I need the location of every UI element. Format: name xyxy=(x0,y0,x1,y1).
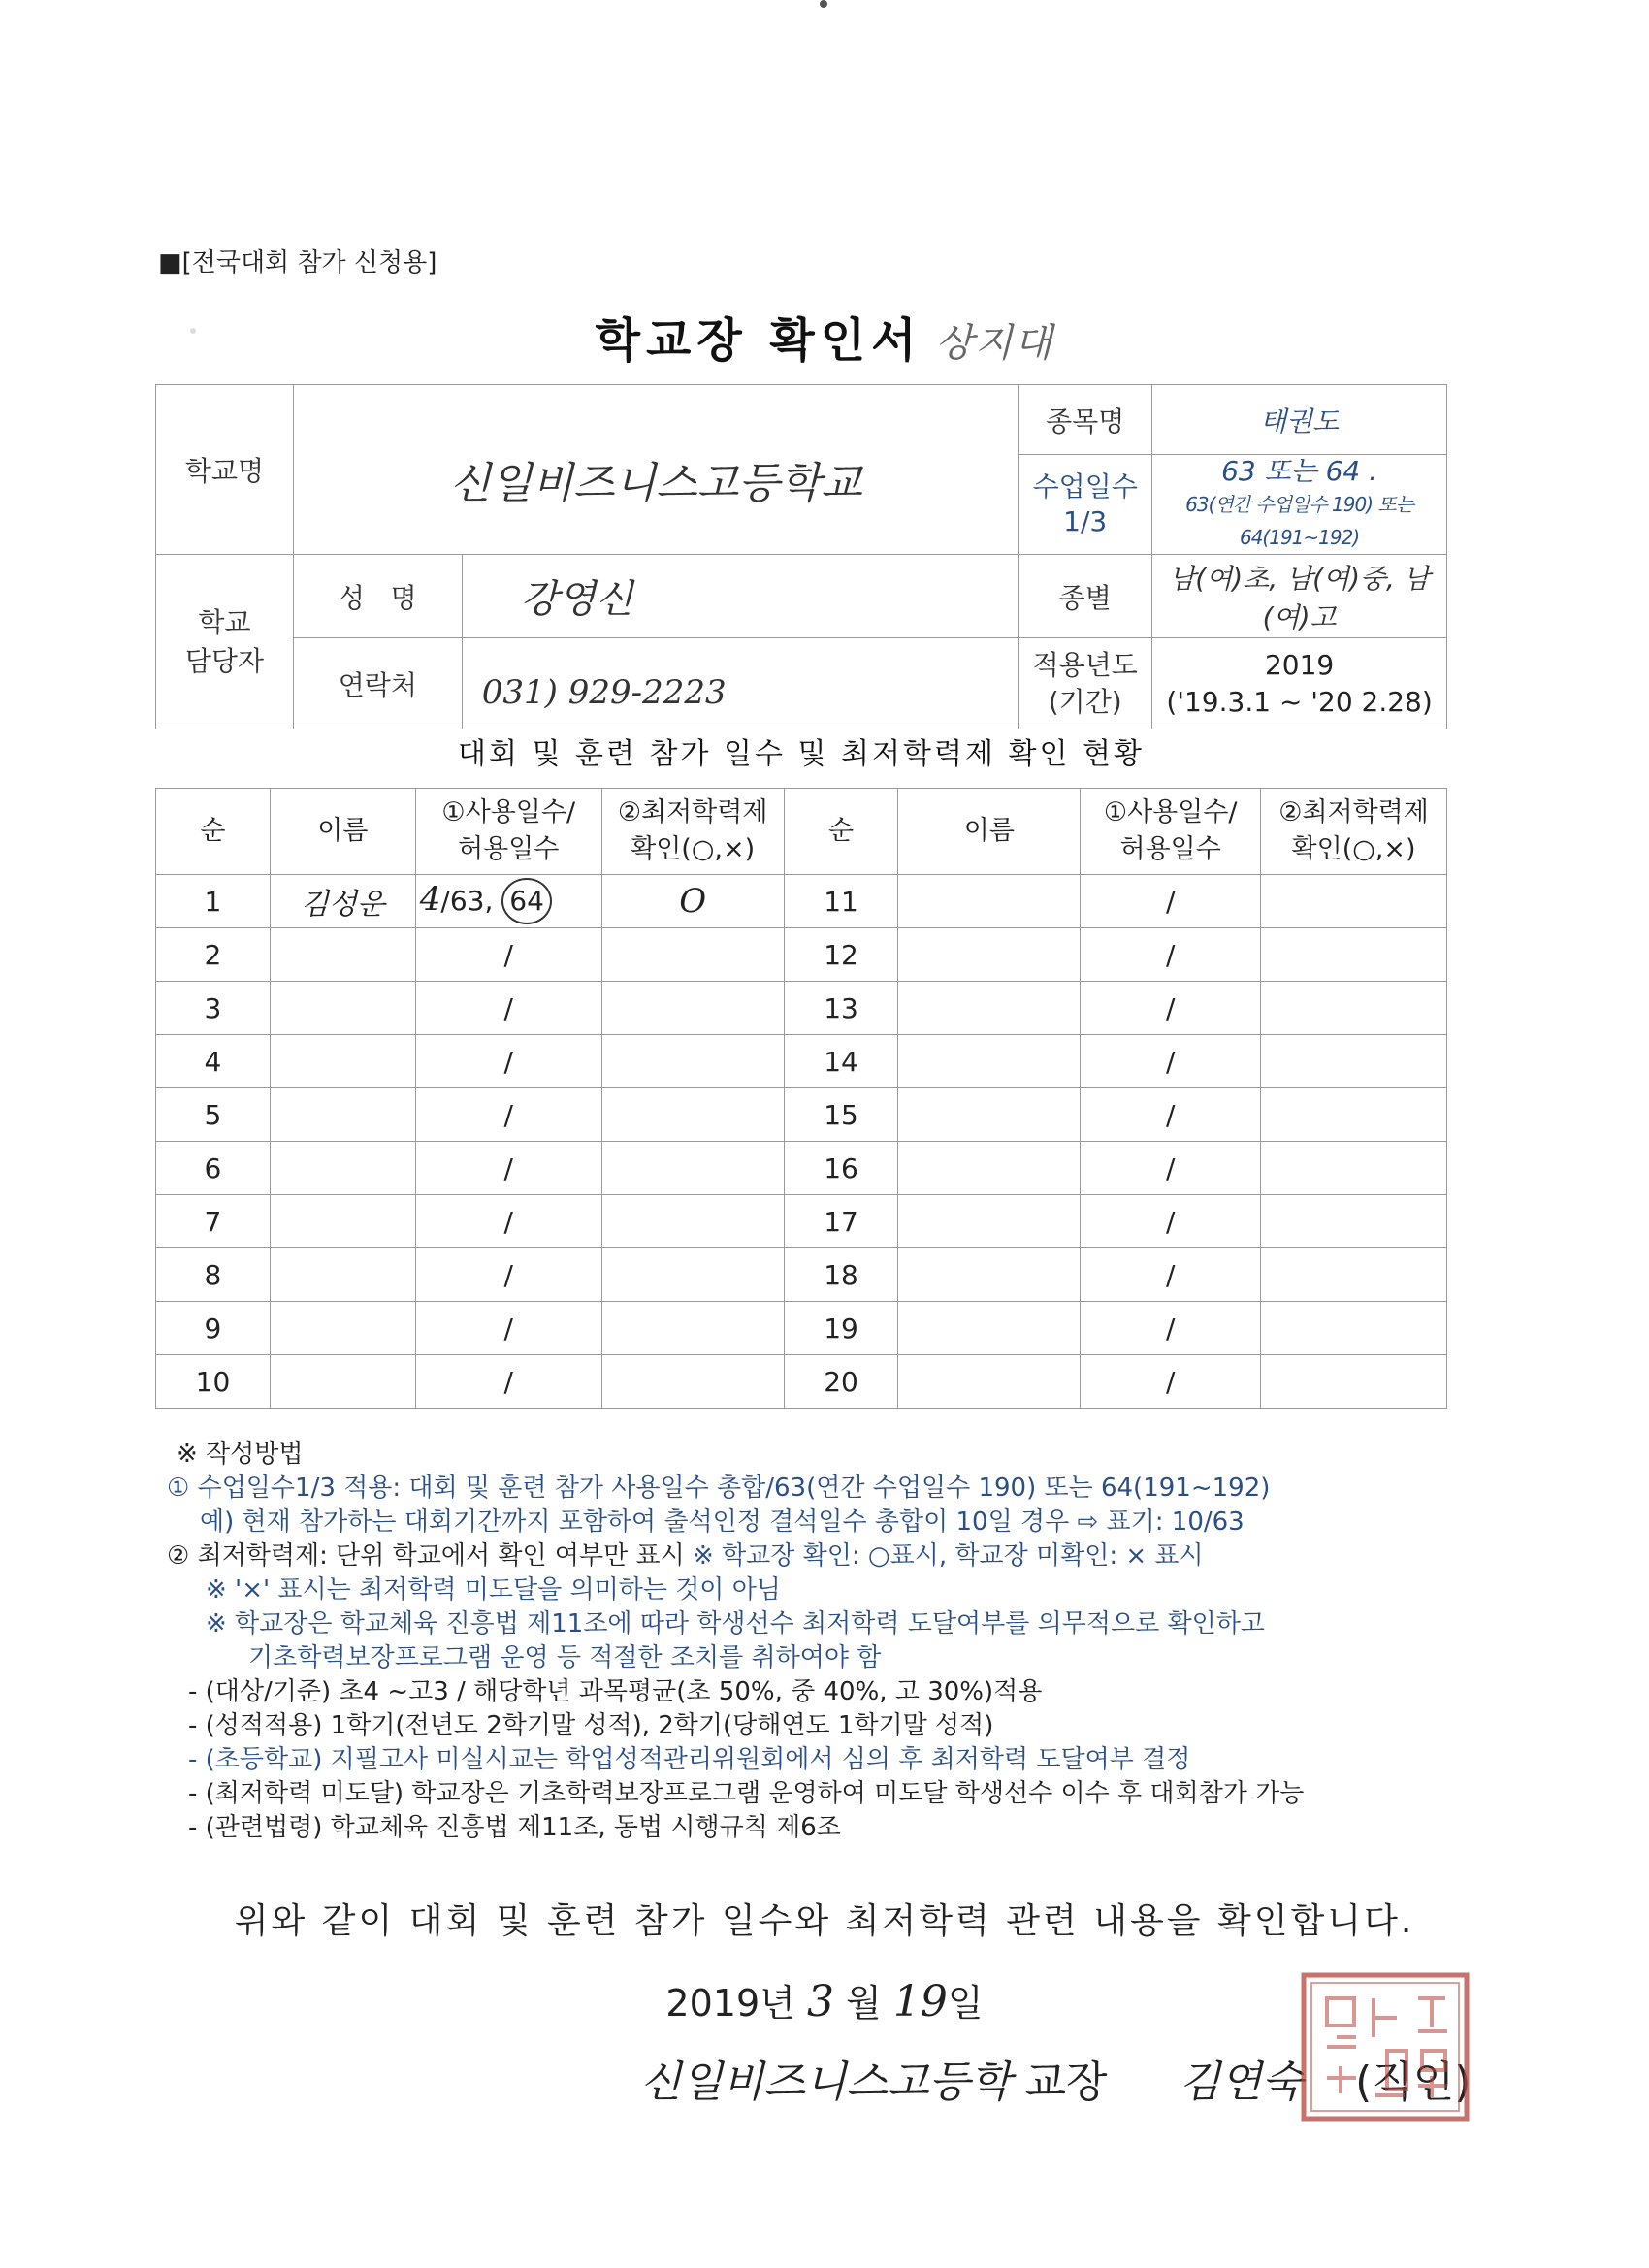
row-name xyxy=(270,1248,415,1302)
contact-value: 031) 929-2223 xyxy=(462,638,1018,729)
signature-school: 신일비즈니스고등학 xyxy=(640,2057,1012,2107)
col-check-right xyxy=(1261,789,1447,875)
row-no-right: 13 xyxy=(784,982,898,1035)
year-value xyxy=(1152,638,1447,729)
row-check-right xyxy=(1261,1035,1447,1088)
row-no-right: 15 xyxy=(784,1088,898,1142)
row-days-right: / xyxy=(1081,982,1261,1035)
row-days-used: 4 xyxy=(419,880,441,919)
row-name xyxy=(270,928,415,982)
table-row xyxy=(156,1302,1447,1355)
instructions xyxy=(167,1438,1304,1845)
period: ('19.3.1 ~ '20 2.28) xyxy=(1166,685,1433,718)
table-row xyxy=(156,1248,1447,1302)
gender-label: 종별 xyxy=(1018,555,1152,638)
row-no: 8 xyxy=(156,1248,271,1302)
row-days-right: / xyxy=(1081,928,1261,982)
form-tag: ■[전국대회 참가 신청용] xyxy=(158,248,437,277)
row-days-right: / xyxy=(1081,1088,1261,1142)
table-row xyxy=(156,1142,1447,1195)
row-check: O xyxy=(601,875,784,928)
class-days-label-line2: 1/3 xyxy=(1063,505,1108,537)
date-year: 2019년 xyxy=(665,1982,795,2025)
row-days-right: / xyxy=(1081,1035,1261,1088)
row-no: 5 xyxy=(156,1088,271,1142)
staff-name-label: 성 명 xyxy=(293,555,462,638)
row-no: 1 xyxy=(156,875,271,928)
row-check-right xyxy=(1261,1355,1447,1409)
row-no: 4 xyxy=(156,1035,271,1088)
row-days: / xyxy=(415,928,601,982)
row-name-right xyxy=(898,1355,1081,1409)
note-2a: ② 최저학력제: 단위 학교에서 확인 여부만 표시 xyxy=(167,1541,685,1571)
row-days: / xyxy=(415,1142,601,1195)
row-days-right: / xyxy=(1081,875,1261,928)
row-no-right: 18 xyxy=(784,1248,898,1302)
date-month: 3 xyxy=(806,1977,834,2026)
note-2b: ※ 학교장 확인: ○표시, 학교장 미확인: × 표시 xyxy=(693,1541,1204,1571)
row-days-right: / xyxy=(1081,1248,1261,1302)
row-no-right: 16 xyxy=(784,1142,898,1195)
col-days-right xyxy=(1081,789,1261,875)
row-name-right xyxy=(898,1248,1081,1302)
staff-label xyxy=(156,555,294,729)
section-title: 대회 및 훈련 참가 일수 및 최저학력제 확인 현황 xyxy=(458,737,1145,771)
row-no: 6 xyxy=(156,1142,271,1195)
note-4a: ※ 학교장은 학교체육 진흥법 제11조에 따라 학생선수 최저학력 도달여부를 의무적으로 확인하고 xyxy=(206,1609,1265,1638)
class-days-label xyxy=(1018,455,1152,555)
row-check xyxy=(601,1355,784,1409)
row-check-right xyxy=(1261,928,1447,982)
row-check xyxy=(601,1088,784,1142)
row-name xyxy=(270,1088,415,1142)
date-day-unit: 일 xyxy=(947,1982,984,2025)
row-check-right xyxy=(1261,1195,1447,1248)
confirmation-statement: 위와 같이 대회 및 훈련 참가 일수와 최저학력 관련 내용을 확인합니다. xyxy=(234,1901,1415,1941)
row-check xyxy=(601,982,784,1035)
table-row xyxy=(156,1195,1447,1248)
event-value: 태권도 xyxy=(1152,385,1447,455)
note-4b: 기초학력보장프로그램 운영 등 적절한 조치를 취하여야 함 xyxy=(248,1643,882,1672)
table-row xyxy=(156,875,1447,928)
row-no-right: 17 xyxy=(784,1195,898,1248)
class-days-label-line1: 수업일수 xyxy=(1032,470,1138,502)
row-days: / xyxy=(415,1355,601,1409)
col-check-right-line2: 확인(○,×) xyxy=(1291,834,1416,864)
row-check xyxy=(601,1195,784,1248)
row-check-right xyxy=(1261,1142,1447,1195)
row-check-right xyxy=(1261,1248,1447,1302)
official-seal-stamp xyxy=(1298,1969,1472,2124)
row-days xyxy=(415,875,601,928)
row-check xyxy=(601,928,784,982)
row-name: 김성운 xyxy=(270,875,415,928)
row-name-right xyxy=(898,875,1081,928)
note-5: - (대상/기준) 초4 ~고3 / 해당학년 과목평균(초 50%, 중 40%, 고 30%)적용 xyxy=(188,1677,1043,1706)
col-name-right: 이름 xyxy=(898,789,1081,875)
year-label-line1: 적용년도 xyxy=(1032,648,1138,681)
year-label xyxy=(1018,638,1152,729)
col-days-line1: ①사용일수/ xyxy=(441,797,576,827)
year: 2019 xyxy=(1264,648,1335,681)
row-check-right xyxy=(1261,1302,1447,1355)
row-name-right xyxy=(898,1302,1081,1355)
row-no: 10 xyxy=(156,1355,271,1409)
row-name xyxy=(270,1195,415,1248)
table-row xyxy=(156,1035,1447,1088)
note-6: - (성적적용) 1학기(전년도 2학기말 성적), 2학기(당해연도 1학기말 성적) xyxy=(188,1711,994,1740)
row-no: 3 xyxy=(156,982,271,1035)
staff-label-line1: 학교 xyxy=(198,605,251,638)
note-1a: ① 수업일수1/3 적용: 대회 및 훈련 참가 사용일수 총합/63(연간 수업일수 190) 또는 64(191~192) xyxy=(167,1474,1271,1503)
row-name-right xyxy=(898,928,1081,982)
row-name xyxy=(270,1355,415,1409)
class-days-value xyxy=(1152,455,1447,555)
header-table xyxy=(155,384,1447,729)
row-name-right xyxy=(898,1142,1081,1195)
col-days-line2: 허용일수 xyxy=(458,834,560,864)
year-label-line2: (기간) xyxy=(1048,685,1122,718)
row-check xyxy=(601,1248,784,1302)
row-days-allowed: /63, xyxy=(440,885,502,917)
note-1b: 예) 현재 참가하는 대회기간까지 포함하여 출석인정 결석일수 총합이 10일 경우 ⇨ 표기: 10/63 xyxy=(200,1507,1245,1537)
row-check-right xyxy=(1261,1088,1447,1142)
participation-table xyxy=(155,788,1447,1409)
row-name-right xyxy=(898,1035,1081,1088)
row-no-right: 19 xyxy=(784,1302,898,1355)
table-header-row xyxy=(156,789,1447,875)
row-no-right: 12 xyxy=(784,928,898,982)
row-name xyxy=(270,1302,415,1355)
note-9: - (관련법령) 학교체육 진흥법 제11조, 동법 시행규칙 제6조 xyxy=(188,1813,841,1842)
col-check-line1: ②최저학력제 xyxy=(617,797,768,827)
event-label: 종목명 xyxy=(1018,385,1152,455)
contact-label: 연락처 xyxy=(293,638,462,729)
table-row xyxy=(156,982,1447,1035)
title-text: 학교장 확인서 xyxy=(595,313,922,368)
row-name-right xyxy=(898,1088,1081,1142)
notes-heading: ※ 작성방법 xyxy=(177,1440,304,1469)
date-day: 19 xyxy=(892,1977,948,2026)
col-check-line2: 확인(○,×) xyxy=(630,834,756,864)
row-days: / xyxy=(415,1195,601,1248)
row-days: / xyxy=(415,1035,601,1088)
note-7: - (초등학교) 지필고사 미실시교는 학업성적관리위원회에서 심의 후 최저학력 도달여부 결정 xyxy=(188,1745,1191,1774)
note-2 xyxy=(167,1539,1304,1573)
note-3: ※ '×' 표시는 최저학력 미도달을 의미하는 것이 아님 xyxy=(206,1575,781,1604)
row-name-right xyxy=(898,1195,1081,1248)
seal-label: (직인) xyxy=(1355,2057,1471,2107)
row-days-selected: 64 xyxy=(501,878,552,924)
punch-hole xyxy=(820,0,827,8)
row-check xyxy=(601,1035,784,1088)
row-days-right: / xyxy=(1081,1302,1261,1355)
note-8: - (최저학력 미도달) 학교장은 기초학력보장프로그램 운영하여 미도달 학생선수 이수 후 대회참가 가능 xyxy=(188,1779,1305,1808)
row-no: 9 xyxy=(156,1302,271,1355)
col-no-right: 순 xyxy=(784,789,898,875)
table-row xyxy=(156,928,1447,982)
signature-title: 교장 xyxy=(1024,2057,1108,2107)
row-check-right xyxy=(1261,982,1447,1035)
document-title xyxy=(0,303,1649,370)
row-days-right: / xyxy=(1081,1142,1261,1195)
principal-name: 김연숙 xyxy=(1179,2057,1304,2107)
row-days: / xyxy=(415,1302,601,1355)
col-days-right-line2: 허용일수 xyxy=(1119,834,1221,864)
col-days xyxy=(415,789,601,875)
gender-value: 남(여)초, 남(여)중, 남(여)고 xyxy=(1152,555,1447,638)
row-days-right: / xyxy=(1081,1195,1261,1248)
col-name: 이름 xyxy=(270,789,415,875)
date-month-unit: 월 xyxy=(846,1982,882,2025)
table-row xyxy=(156,1088,1447,1142)
school-name-value: 신일비즈니스고등학교 xyxy=(293,385,1018,555)
row-days: / xyxy=(415,982,601,1035)
table-row xyxy=(156,1355,1447,1409)
row-name xyxy=(270,1035,415,1088)
row-name xyxy=(270,1142,415,1195)
row-name xyxy=(270,982,415,1035)
school-name-label: 학교명 xyxy=(156,385,294,555)
class-days-main: 63 또는 64 . xyxy=(1221,455,1378,487)
title-handwritten-note: 상지대 xyxy=(935,321,1054,366)
row-days-right: / xyxy=(1081,1355,1261,1409)
row-no-right: 11 xyxy=(784,875,898,928)
row-name-right xyxy=(898,982,1081,1035)
row-check xyxy=(601,1302,784,1355)
class-days-note: 63(연간 수업일수 190) 또는 64(191~192) xyxy=(1185,493,1414,549)
row-check xyxy=(601,1142,784,1195)
row-no-right: 14 xyxy=(784,1035,898,1088)
staff-label-line2: 담당자 xyxy=(184,644,265,677)
col-days-right-line1: ①사용일수/ xyxy=(1103,797,1238,827)
row-days: / xyxy=(415,1248,601,1302)
col-check xyxy=(601,789,784,875)
row-check-right xyxy=(1261,875,1447,928)
col-check-right-line1: ②최저학력제 xyxy=(1278,797,1429,827)
row-no: 7 xyxy=(156,1195,271,1248)
row-no: 2 xyxy=(156,928,271,982)
staff-name-value: 강영신 xyxy=(462,555,1018,638)
row-days: / xyxy=(415,1088,601,1142)
col-no: 순 xyxy=(156,789,271,875)
row-no-right: 20 xyxy=(784,1355,898,1409)
